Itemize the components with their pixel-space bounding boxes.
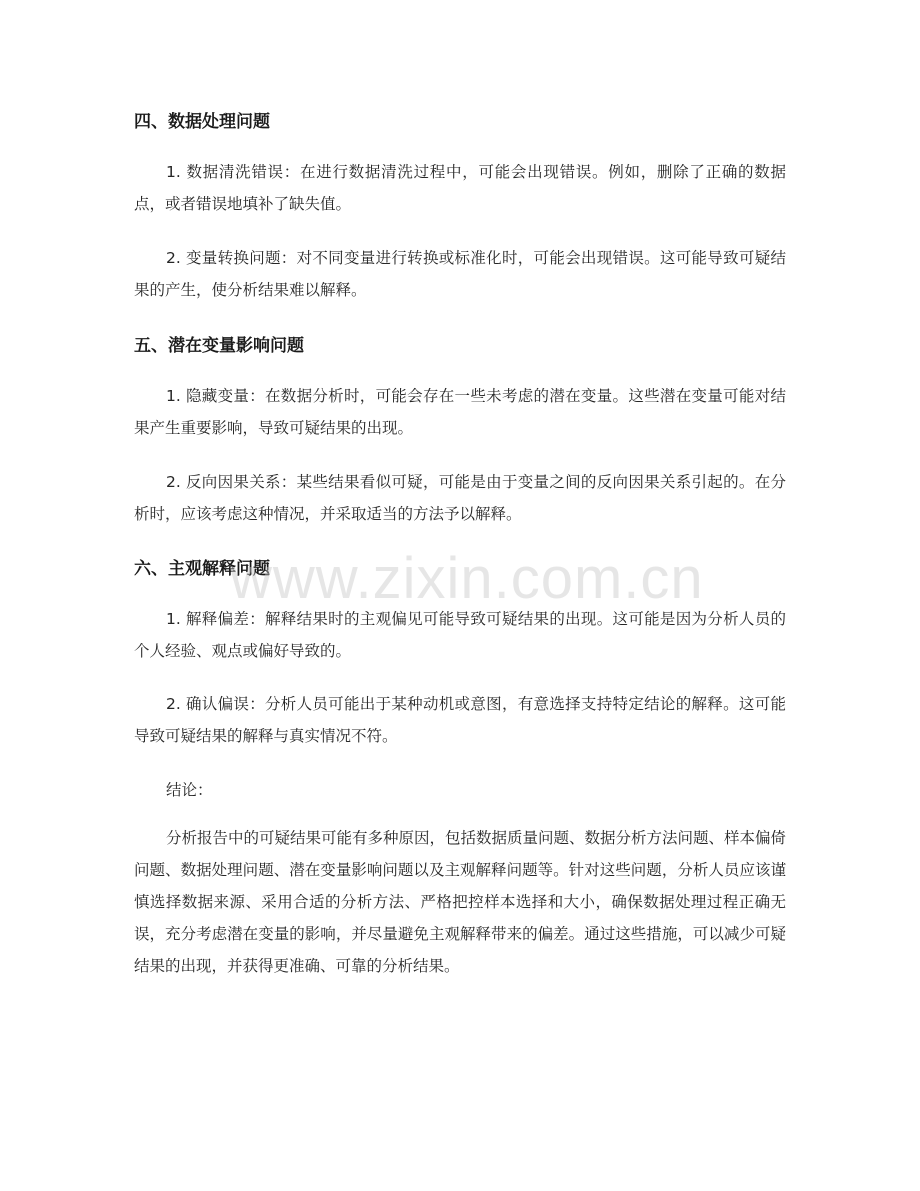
- paragraph-data-cleaning-error: 1. 数据清洗错误：在进行数据清洗过程中，可能会出现错误。例如，删除了正确的数据点，或者错误地填补了缺失值。: [134, 163, 786, 213]
- watermark-text: www.zixin.com.cn: [230, 546, 704, 611]
- paragraph-variable-transform: 2. 变量转换问题：对不同变量进行转换或标准化时，可能会出现错误。这可能导致可疑结果的产生，使分析结果难以解释。: [134, 249, 786, 299]
- section-heading-subjective-interpretation: 六、主观解释问题: [134, 559, 270, 579]
- conclusion-paragraph: 分析报告中的可疑结果可能有多种原因，包括数据质量问题、数据分析方法问题、样本偏倚问题、数据处理问题、潜在变量影响问题以及主观解释问题等。针对这些问题，分析人员应该谨慎选择数据来源、采用合适的分析方法、严格把控样本选择和大小，确保数据处理过程正确无误，充分考虑潜在变量的影响，并尽量避免主观解释带来的偏差。通过这些措施，可以减少可疑结果的出现，并获得更准确、可靠的分析结果。: [134, 829, 787, 975]
- paragraph-reverse-causality: 2. 反向因果关系：某些结果看似可疑，可能是由于变量之间的反向因果关系引起的。在分析时，应该考虑这种情况，并采取适当的方法予以解释。: [134, 473, 786, 523]
- section-heading-latent-variables: 五、潜在变量影响问题: [134, 336, 304, 356]
- paragraph-interpretation-bias: 1. 解释偏差：解释结果时的主观偏见可能导致可疑结果的出现。这可能是因为分析人员的个人经验、观点或偏好导致的。: [134, 610, 786, 660]
- section-heading-data-processing: 四、数据处理问题: [134, 112, 270, 132]
- conclusion-label: 结论：: [166, 781, 213, 799]
- paragraph-hidden-variables: 1. 隐藏变量：在数据分析时，可能会存在一些未考虑的潜在变量。这些潜在变量可能对结果产生重要影响，导致可疑结果的出现。: [134, 387, 786, 437]
- paragraph-confirmation-bias: 2. 确认偏误：分析人员可能出于某种动机或意图，有意选择支持特定结论的解释。这可能导致可疑结果的解释与真实情况不符。: [134, 695, 786, 745]
